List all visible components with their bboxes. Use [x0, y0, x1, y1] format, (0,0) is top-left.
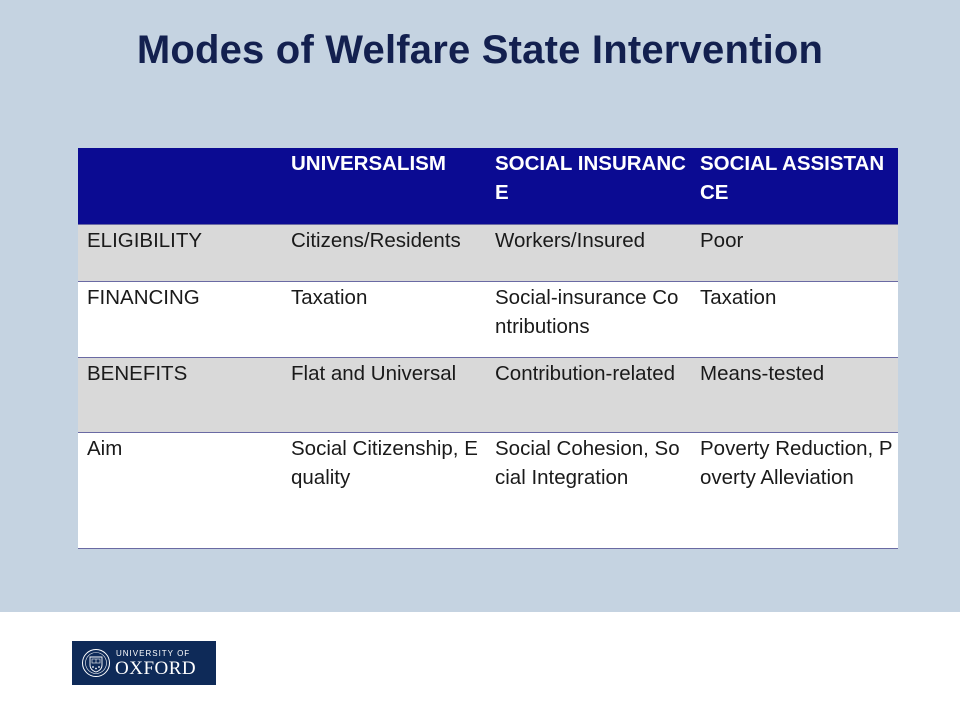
table-cell: Taxation — [700, 285, 777, 309]
table-cell: Social Cohesion, Social Integration — [495, 436, 680, 489]
row-label: ELIGIBILITY — [87, 228, 203, 252]
header-cell-social-insurance: SOCIAL INSURANCE — [486, 148, 691, 224]
table-row — [78, 281, 898, 357]
table-cell: Flat and Universal — [291, 361, 457, 385]
table-row — [78, 357, 898, 432]
table-cell: Poor — [700, 228, 744, 252]
table-cell: Means-tested — [700, 361, 825, 385]
row-label: Aim — [87, 436, 123, 460]
table-cell: Poverty Reduction, Poverty Alleviation — [700, 436, 893, 489]
logo-text-university-of: UNIVERSITY OF — [116, 649, 191, 658]
table-cell: Taxation — [291, 285, 368, 309]
welfare-modes-table — [78, 148, 898, 549]
header-cell-empty — [78, 148, 282, 224]
university-logo — [72, 641, 216, 685]
oxford-crest-icon — [81, 646, 111, 680]
row-label: FINANCING — [87, 285, 200, 309]
header-cell-universalism: UNIVERSALISM — [282, 148, 486, 224]
table-header-row — [78, 148, 898, 224]
table-cell: Social-insurance Contributions — [495, 285, 679, 338]
table-row — [78, 224, 898, 281]
table-cell: Citizens/Residents — [291, 228, 461, 252]
table-cell: Contribution-related — [495, 361, 676, 385]
header-cell-social-assistance: SOCIAL ASSISTANCE — [691, 148, 898, 224]
table-cell: Social Citizenship, Equality — [291, 436, 478, 489]
slide-title: Modes of Welfare State Intervention — [136, 28, 824, 72]
row-label: BENEFITS — [87, 361, 188, 385]
table-row — [78, 432, 898, 548]
table-cell: Workers/Insured — [495, 228, 646, 252]
logo-text-oxford: OXFORD — [115, 658, 197, 679]
